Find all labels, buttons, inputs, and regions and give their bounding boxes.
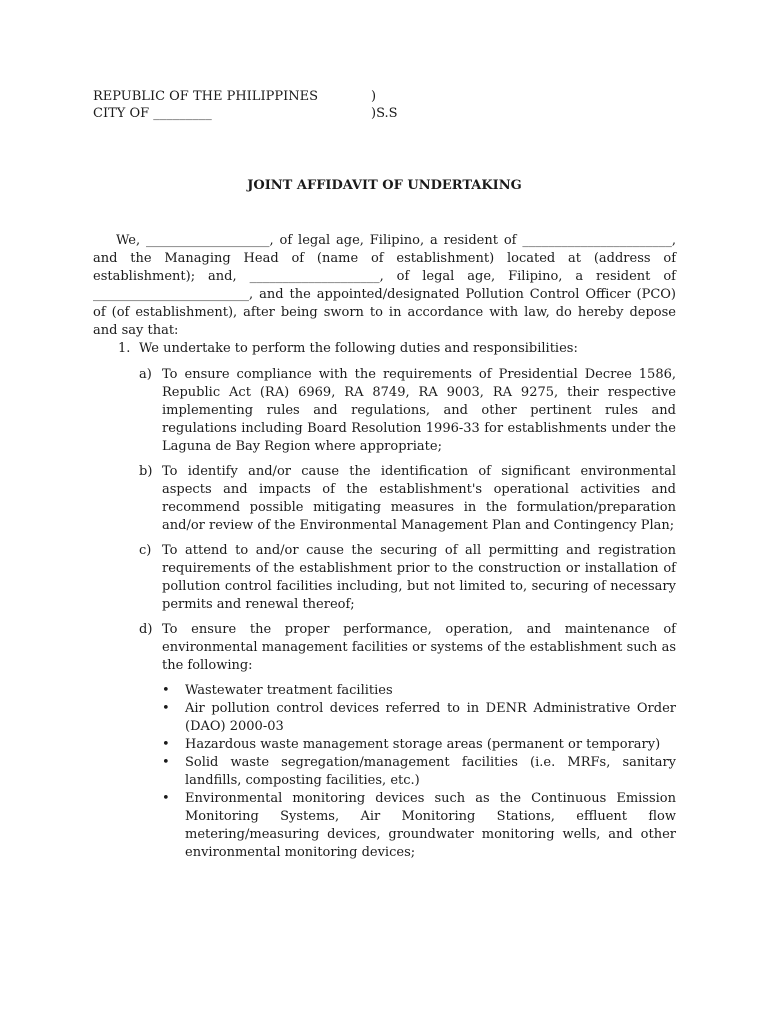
bullet-icon: • [162, 737, 170, 752]
venue-ss: )S.S [371, 106, 398, 121]
subitem-text: To ensure the proper performance, operation, and maintenance of environmental management facilities or systems of the establishment such as the following: [162, 622, 676, 673]
numbered-item-1 [93, 340, 676, 358]
bullet-item [93, 682, 676, 700]
bullet-text: Air pollution control devices referred to in DENR Administrative Order (DAO) 2000-03 [185, 701, 676, 734]
facilities-bullet-list [93, 682, 676, 862]
bullet-icon: • [162, 683, 170, 698]
subitem-text: To identify and/or cause the identification of significant environmental aspects and impacts of the establishment's operational activities and recommend possible mitigating measures in the formulation/preparation and/or review of the Environmental Management Plan and Contingency Plan; [162, 464, 676, 533]
item-number: 1. [118, 341, 131, 356]
subitem-letter: d) [139, 622, 153, 637]
intro-paragraph: We, ___________________, of legal age, Filipino, a resident of _______________________, and the Managing Head of (name of establishment) located at (address of establishment); and, ____________________, of legal age, Filipino, a resident of ________________________, and the appointed/designated Pollution Control Officer (PCO) of (of establishment), after being sworn to in accordance with law, do hereby depose and say that: [93, 233, 676, 338]
bullet-item [93, 754, 676, 790]
subitem-text: To attend to and/or cause the securing of all permitting and registration requirements of the establishment prior to the construction or installation of pollution control facilities including, but not limited to, securing of necessary permits and renewal thereof; [162, 543, 676, 612]
bullet-item [93, 736, 676, 754]
subitem-b [93, 463, 676, 535]
bullet-text: Solid waste segregation/management facilities (i.e. MRFs, sanitary landfills, composting facilities, etc.) [185, 755, 676, 788]
document-title: JOINT AFFIDAVIT OF UNDERTAKING [247, 178, 522, 193]
venue-city: CITY OF _________ [93, 106, 212, 121]
subitem-a [93, 366, 676, 456]
bullet-item [93, 790, 676, 862]
venue-republic: REPUBLIC OF THE PHILIPPINES [93, 89, 318, 104]
venue-block [93, 88, 676, 122]
venue-line-2 [93, 105, 676, 122]
subitem-text: To ensure compliance with the requirements of Presidential Decree 1586, Republic Act (RA) 6969, RA 8749, RA 9003, RA 9275, their respective implementing rules and regulations, and other pertinent rules and regulations including Board Resolution 1996-33 for establishments under the Laguna de Bay Region where appropriate; [162, 367, 676, 454]
venue-line-1 [93, 88, 676, 105]
bullet-icon: • [162, 791, 170, 806]
subitem-letter: c) [139, 543, 152, 558]
subitem-letter: b) [139, 464, 153, 479]
affidavit-page [93, 88, 676, 862]
bullet-icon: • [162, 755, 170, 770]
subitem-c [93, 542, 676, 614]
venue-bracket: ) [371, 89, 377, 104]
bullet-icon: • [162, 701, 170, 716]
bullet-text: Wastewater treatment facilities [185, 683, 393, 698]
subitem-d [93, 621, 676, 675]
bullet-text: Hazardous waste management storage areas (permanent or temporary) [185, 737, 661, 752]
bullet-text: Environmental monitoring devices such as the Continuous Emission Monitoring Systems, Air Monitoring Stations, effluent flow metering/measuring devices, groundwater monitoring wells, and other environmental monitoring devices; [185, 791, 676, 860]
subitem-letter: a) [139, 367, 152, 382]
item-text: We undertake to perform the following duties and responsibilities: [139, 341, 578, 356]
bullet-item [93, 700, 676, 736]
